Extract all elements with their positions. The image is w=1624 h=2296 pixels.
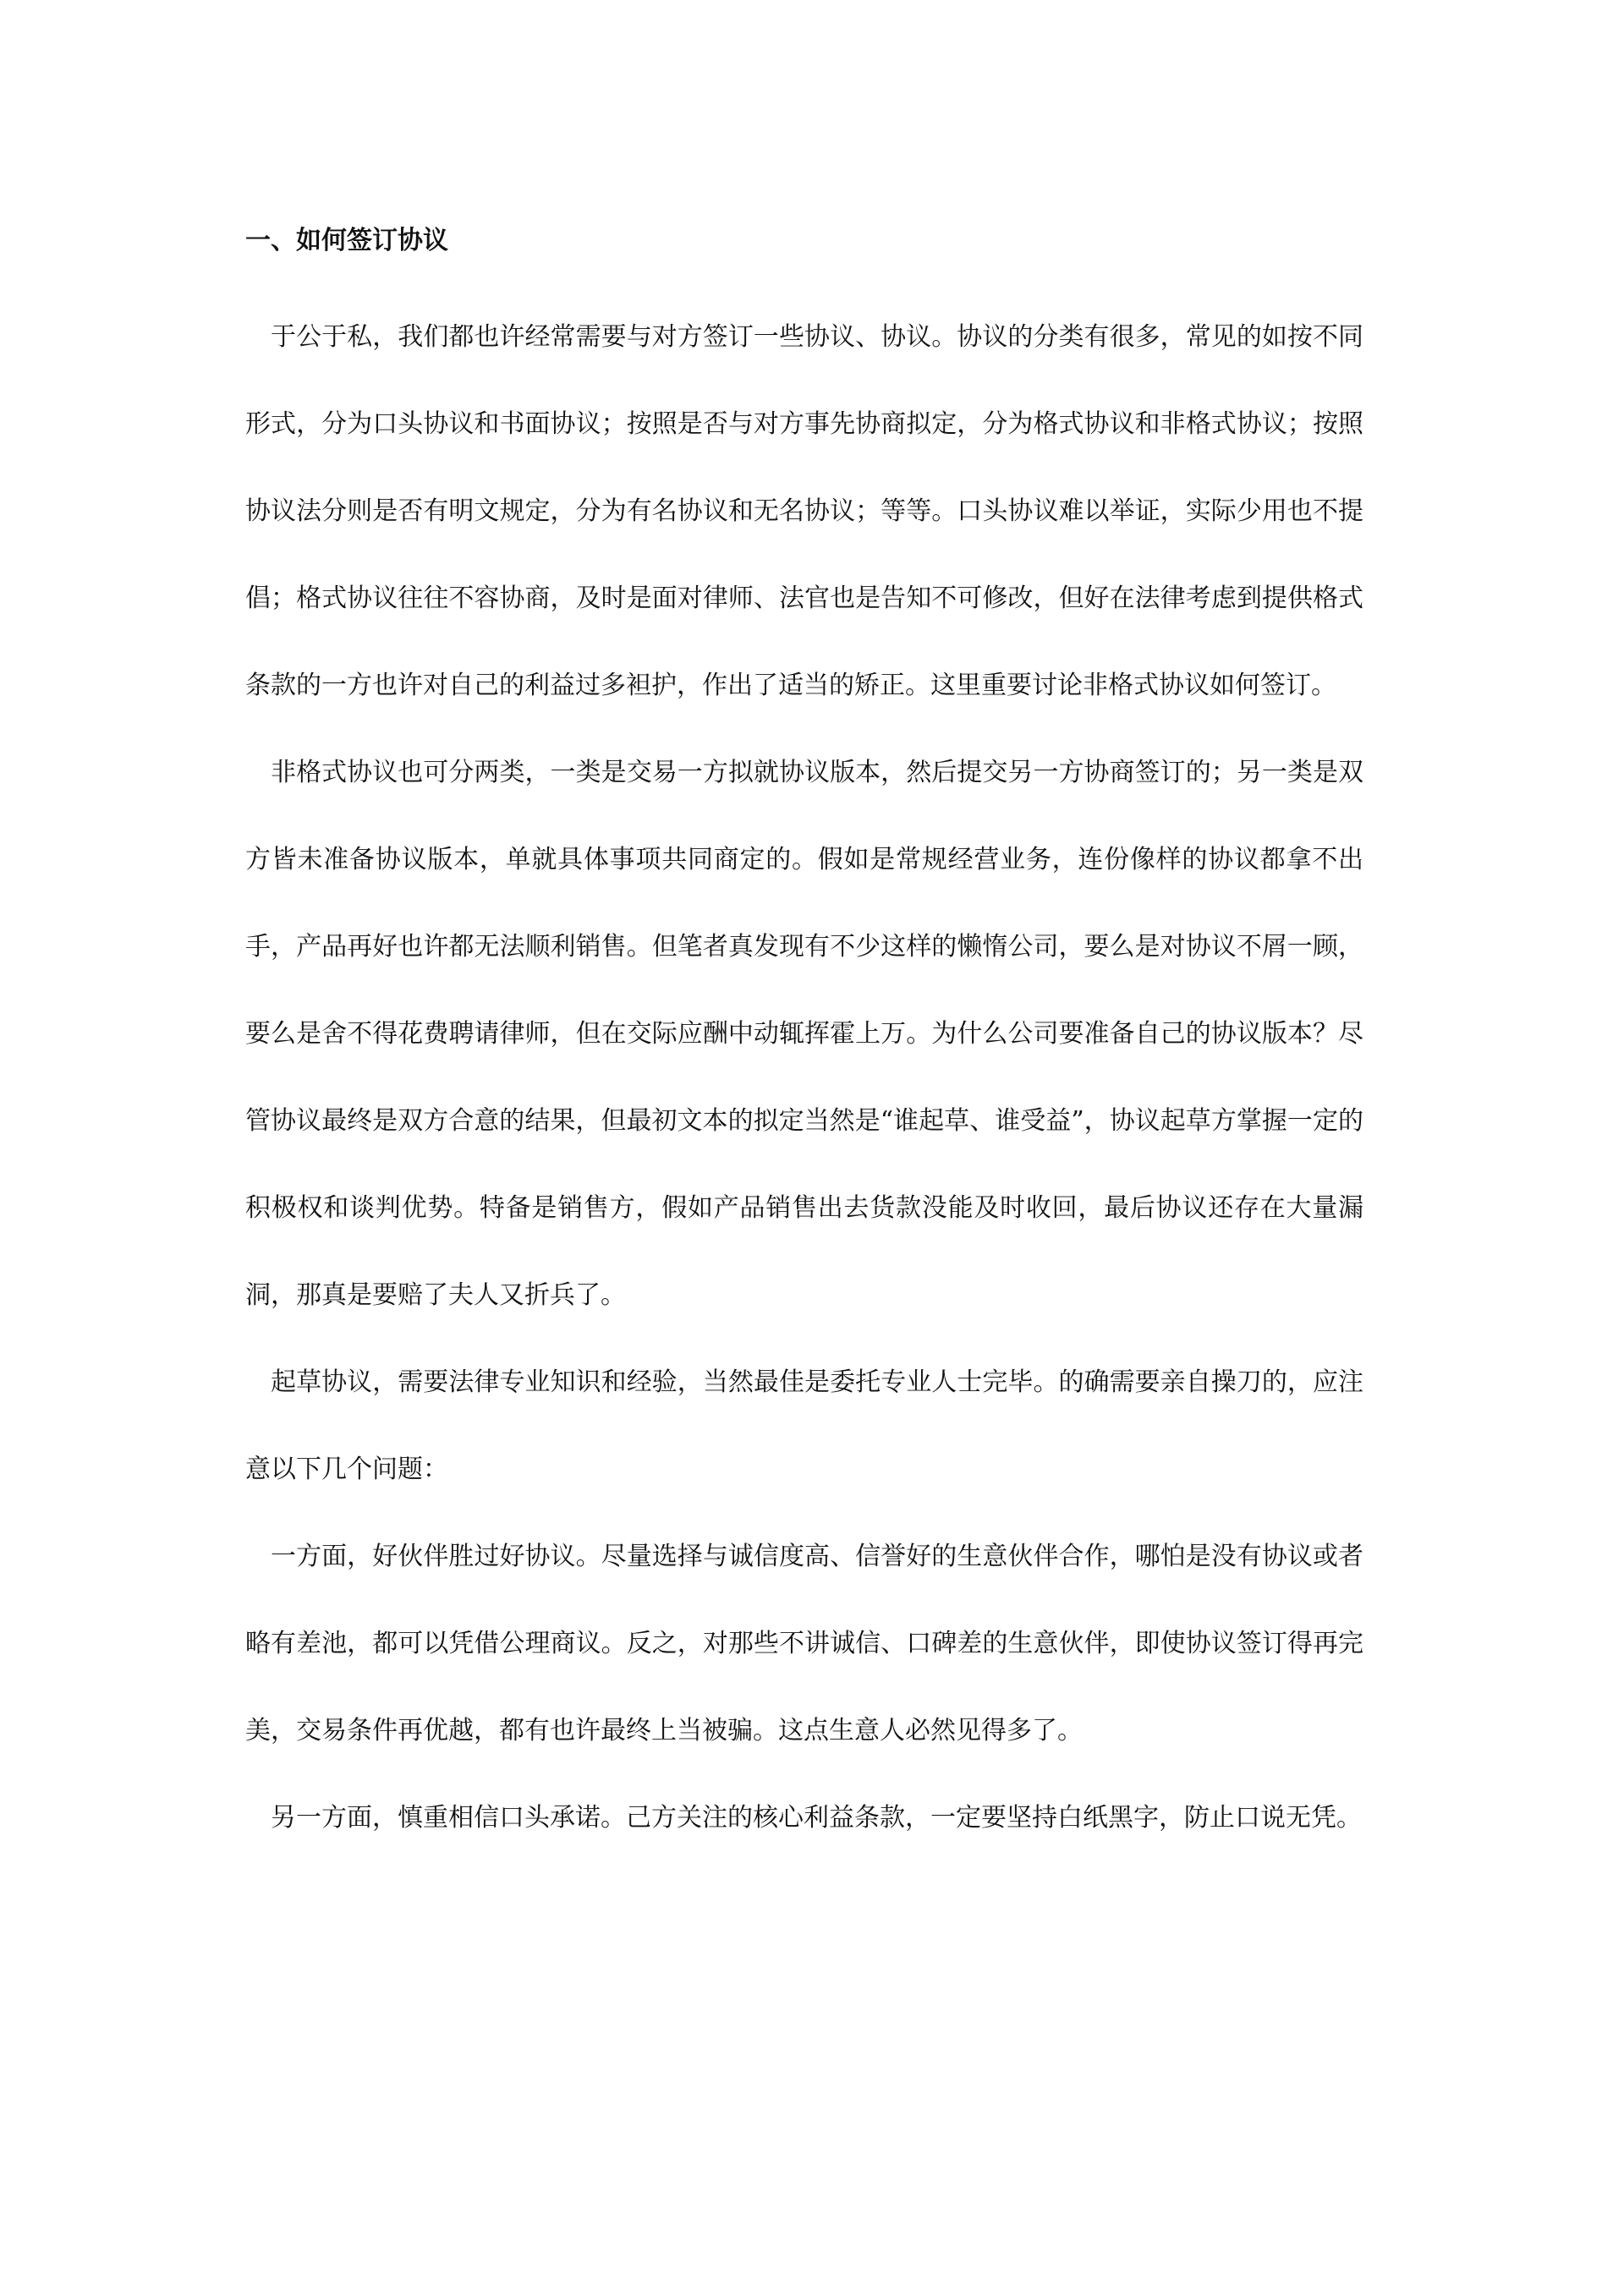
paragraph-5-text: 另一方面，慎重相信口头承诺。己方关注的核心利益条款，一定要坚持白纸黑字，防止口说无凭。 xyxy=(271,1803,1362,1833)
paragraph-1 xyxy=(245,293,1363,729)
paragraph-2 xyxy=(245,729,1363,1339)
paragraph-3 xyxy=(245,1339,1363,1513)
document-body xyxy=(245,216,1363,1861)
paragraph-3-text: 起草协议，需要法律专业知识和经验，当然最佳是委托专业人士完毕。的确需要亲自操刀的，应注意以下几个问题： xyxy=(245,1367,1363,1484)
section-heading: 一、如何签订协议 xyxy=(245,226,448,255)
paragraph-5 xyxy=(245,1774,1363,1861)
paragraph-1-text: 于公于私，我们都也许经常需要与对方签订一些协议、协议。协议的分类有很多，常见的如按不同形式，分为口头协议和书面协议；按照是否与对方事先协商拟定，分为格式协议和非格式协议；按照协议法分则是否有明文规定，分为有名协议和无名协议；等等。口头协议难以举证，实际少用也不提倡；格式协议往往不容协商，及时是面对律师、法官也是告知不可修改，但好在法律考虑到提供格式条款的一方也许对自己的利益过多袒护，作出了适当的矫正。这里重要讨论非格式协议如何签订。 xyxy=(245,322,1363,700)
paragraph-4 xyxy=(245,1513,1363,1774)
paragraph-2-text: 非格式协议也可分两类，一类是交易一方拟就协议版本，然后提交另一方协商签订的；另一类是双方皆未准备协议版本，单就具体事项共同商定的。假如是常规经营业务，连份像样的协议都拿不出手，产品再好也许都无法顺利销售。但笔者真发现有不少这样的懒惰公司，要么是对协议不屑一顾，要么是舍不得花费聘请律师，但在交际应酬中动辄挥霍上万。为什么公司要准备自己的协议版本？尽管协议最终是双方合意的结果，但最初文本的拟定当然是“谁起草、谁受益”，协议起草方掌握一定的积极权和谈判优势。特备是销售方，假如产品销售出去货款没能及时收回，最后协议还存在大量漏洞，那真是要赔了夫人又折兵了。 xyxy=(245,758,1363,1310)
paragraph-4-text: 一方面，好伙伴胜过好协议。尽量选择与诚信度高、信誉好的生意伙伴合作，哪怕是没有协议或者略有差池，都可以凭借公理商议。反之，对那些不讲诚信、口碑差的生意伙伴，即使协议签订得再完美，交易条件再优越，都有也许最终上当被骗。这点生意人必然见得多了。 xyxy=(245,1542,1363,1745)
